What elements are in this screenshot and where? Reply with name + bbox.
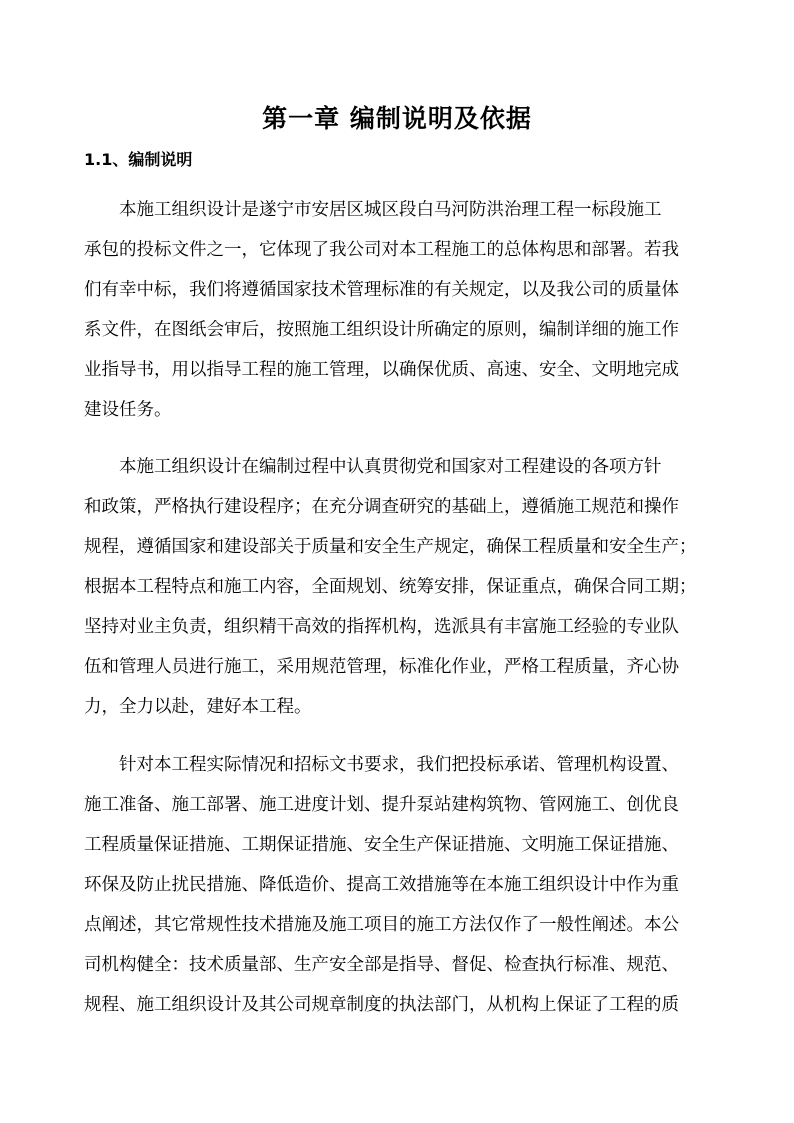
- paragraph-line: 规程、施工组织设计及其公司规章制度的执法部门，从机构上保证了工程的质: [84, 995, 679, 1015]
- paragraph-line: 建设任务。: [84, 400, 172, 420]
- paragraph-line: 点阐述，其它常规性技术措施及施工项目的施工方法仅作了一般性阐述。本公: [84, 915, 679, 935]
- chapter-title: 第一章 编制说明及依据: [262, 104, 532, 133]
- paragraph-line: 根据本工程特点和施工内容，全面规划、统筹安排，保证重点，确保合同工期；: [84, 577, 697, 597]
- paragraph-line: 系文件，在图纸会审后，按照施工组织设计所确定的原则，编制详细的施工作: [84, 320, 679, 340]
- paragraph-line: 针对本工程实际情况和招标文书要求，我们把投标承诺、管理机构设置、: [119, 755, 679, 775]
- paragraph-line: 规程，遵循国家和建设部关于质量和安全生产规定，确保工程质量和安全生产；: [84, 537, 697, 557]
- paragraph-line: 本施工组织设计在编制过程中认真贯彻党和国家对工程建设的各项方针: [119, 457, 662, 477]
- paragraph-line: 本施工组织设计是遂宁市安居区城区段白马河防洪治理工程一标段施工: [119, 200, 662, 220]
- section-heading: 1.1、编制说明: [84, 150, 193, 169]
- paragraph-line: 业指导书，用以指导工程的施工管理，以确保优质、高速、安全、文明地完成: [84, 360, 679, 380]
- paragraph-line: 施工准备、施工部署、施工进度计划、提升泵站建构筑物、管网施工、创优良: [84, 795, 679, 815]
- paragraph-line: 和政策，严格执行建设程序；在充分调查研究的基础上，遵循施工规范和操作: [84, 497, 679, 517]
- paragraph-line: 伍和管理人员进行施工，采用规范管理，标准化作业，严格工程质量，齐心协: [84, 657, 679, 677]
- paragraph-line: 司机构健全：技术质量部、生产安全部是指导、督促、检查执行标准、规范、: [84, 955, 679, 975]
- paragraph-line: 坚持对业主负责，组织精干高效的指挥机构，选派具有丰富施工经验的专业队: [84, 617, 679, 637]
- paragraph-line: 们有幸中标，我们将遵循国家技术管理标准的有关规定，以及我公司的质量体: [84, 280, 679, 300]
- paragraph-line: 环保及防止扰民措施、降低造价、提高工效措施等在本施工组织设计中作为重: [84, 875, 679, 895]
- paragraph-line: 工程质量保证措施、工期保证措施、安全生产保证措施、文明施工保证措施、: [84, 835, 679, 855]
- paragraph-line: 力，全力以赴，建好本工程。: [84, 697, 312, 717]
- paragraph-line: 承包的投标文件之一，它体现了我公司对本工程施工的总体构思和部署。若我: [84, 240, 679, 260]
